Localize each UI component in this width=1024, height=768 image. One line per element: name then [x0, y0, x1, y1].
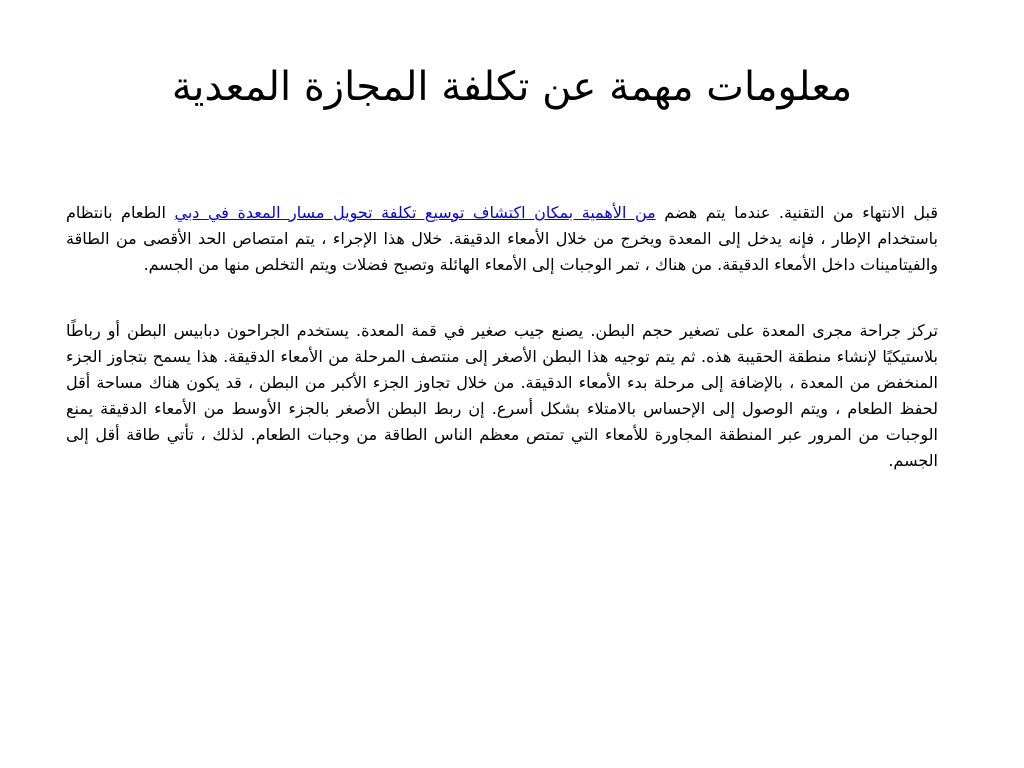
paragraph-intro — [66, 200, 938, 278]
paragraph-surgery-details: تركز جراحة مجرى المعدة على تصغير حجم البطن. يصنع جيب صغير في قمة المعدة. يستخدم الجراحون دبابيس البطن أو رباطًا بلاستيكيًا لإنشاء منطقة الحقيبة هذه. ثم يتم توجيه هذا البطن الأصغر إلى منتصف المرحلة من الأمعاء الدقيقة. هذا يسمح بتجاوز الجزء المنخفض من المعدة ، بالإضافة إلى مرحلة بدء الأمعاء الدقيقة. من خلال تجاوز الجزء الأكبر من البطن ، قد يكون هناك مساحة أقل لحفظ الطعام ، ويتم الوصول إلى الإحساس بالامتلاء بشكل أسرع. إن ربط البطن الأصغر بالجزء الأوسط من الأمعاء الدقيقة يمنع الوجبات من المرور عبر المنطقة المجاورة للأمعاء التي تمتص معظم الناس الطاقة من وجبات الطعام. لذلك ، تأتي طاقة أقل إلى الجسم. — [66, 321, 938, 470]
slide-body — [66, 200, 938, 474]
paragraph-intro-rest: الطعام بانتظام باستخدام الإطار ، فإنه يدخل إلى المعدة ويخرج من خلال الأمعاء الدقيقة. خلال هذا الإجراء ، يتم امتصاص الحد الأقصى من الطاقة والفيتامينات داخل الأمعاء الدقيقة. من هناك ، تمر الوجبات إلى الأمعاء الهائلة وتصبح فضلات ويتم التخلص منها من الجسم. — [66, 203, 938, 274]
gastric-bypass-cost-link[interactable]: من الأهمية بمكان اكتشاف توسيع تكلفة تحويل مسار المعدة في دبي — [174, 203, 656, 222]
paragraph-intro-start: قبل الانتهاء من التقنية. عندما يتم هضم — [655, 203, 938, 222]
slide-title: معلومات مهمة عن تكلفة المجازة المعدية — [171, 64, 853, 110]
